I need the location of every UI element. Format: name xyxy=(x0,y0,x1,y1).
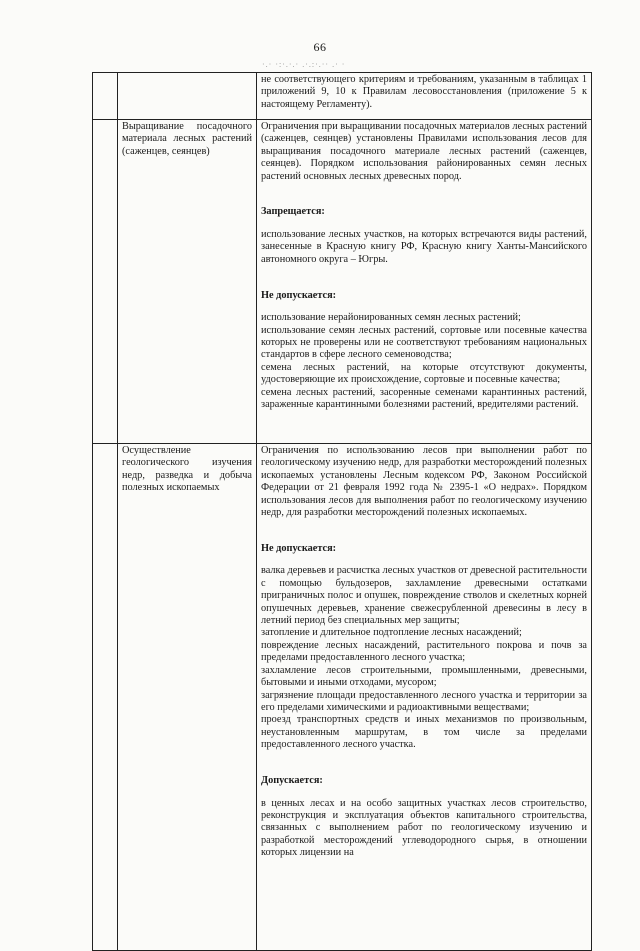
row-number-cell xyxy=(93,120,118,444)
notallowed-item: использование семян лесных растений, сортовые или посевные качества которых не проверены или не соответствуют требованиям национальных стандартов в сфере лесного семеноводства; xyxy=(261,324,587,361)
allowed-heading: Допускается: xyxy=(261,774,323,786)
notallowed-item: затопление и длительное подтопление лесных насаждений; xyxy=(261,627,522,639)
table-row xyxy=(93,444,592,951)
intro-paragraph: Ограничения по использованию лесов при выполнении работ по геологическому изучению недр, для разработки месторождений полезных ископаемых установлены Лесным кодексом РФ, Законом Российской Федерации от 21 февраля 1992 года № 2395-1 «О недрах». Порядком использования лесов для выполнения работ по геологическому изучению недр, для разработки месторождений полезных ископаемых. xyxy=(261,445,587,519)
notallowed-item: проезд транспортных средств и иных механизмов по произвольным, неустановленным маршрутам, в том числе за пределами предоставленного лесного участка. xyxy=(261,714,587,751)
notallowed-item: семена лесных растений, на которые отсутствуют документы, удостоверяющие их происхождение, сортовые и посевные качества; xyxy=(261,361,587,386)
restrictions-cell xyxy=(257,120,592,444)
table-row xyxy=(93,120,592,444)
scan-artifact: ·.· ·:·.·.· .·.:·.·· .· · xyxy=(262,60,346,69)
prohibited-heading: Запрещается: xyxy=(261,206,325,218)
row-number-cell xyxy=(93,444,118,951)
activity-name: Осуществление геологического изучения недр, разведка и добыча полезных ископаемых xyxy=(122,445,252,494)
notallowed-heading: Не допускается: xyxy=(261,542,337,554)
activity-name: Выращивание посадочного материала лесных растений (саженцев, сеянцев) xyxy=(122,121,252,157)
prohibited-item: использование лесных участков, на которых встречаются виды растений, занесенные в Красную книгу РФ, Красную книгу Ханты-Мансийского автономного округа – Югры. xyxy=(261,229,587,265)
table-row xyxy=(93,73,592,120)
notallowed-heading: Не допускается: xyxy=(261,289,337,301)
page-number: 66 xyxy=(313,40,327,54)
notallowed-item: повреждение лесных насаждений, растительного покрова и почв за пределами предоставленного лесного участка; xyxy=(261,639,587,664)
restrictions-cell xyxy=(257,444,592,951)
regulation-table xyxy=(92,72,592,951)
row-number-cell xyxy=(93,73,118,120)
activity-cell xyxy=(118,444,257,951)
intro-paragraph: Ограничения при выращивании посадочных материалов лесных растений (саженцев, сеянцев) установлены Правилами использования лесов для выращивания посадочного материале лесных растений (саженцев, сеянцев). Порядком использования районированных семян лесных растений основных лесных древесных пород. xyxy=(261,121,587,182)
notallowed-item: валка деревьев и расчистка лесных участков от древесной растительности с помощью бульдозеров, захламление древесными остатками приграничных полос и опушек, повреждение стволов и скелетных корней опушечных деревьев, хранение свежесрубленной древесины в лесу в летний период без специальных мер защиты; xyxy=(261,565,587,627)
allowed-item: в ценных лесах и на особо защитных участках лесов строительство, реконструкция и эксплуатация объектов капитального строительства, связанных с выполнением работ по геологическому изучению и разработкой месторождений углеводородного сырья, в отношении которых лицензии на xyxy=(261,797,587,859)
paragraph: не соответствующего критериям и требованиям, указанным в таблицах 1 приложений 9, 10 к Правилам лесовосстановления (приложение 5 к настоящему Регламенту). xyxy=(261,74,587,110)
notallowed-item: захламление лесов строительными, промышленными, древесными, бытовыми и иными отходами, мусором; xyxy=(261,664,587,689)
notallowed-item: использование нерайонированных семян лесных растений; xyxy=(261,312,521,324)
activity-cell xyxy=(118,73,257,120)
notallowed-item: загрязнение площади предоставленного лесного участка и территории за его пределами химическими и радиоактивными веществами; xyxy=(261,689,587,713)
restrictions-cell xyxy=(257,73,592,120)
notallowed-item: семена лесных растений, засоренные семенами карантинных растений, зараженные карантинными болезнями растений, вредителями растений. xyxy=(261,386,587,411)
activity-cell xyxy=(118,120,257,444)
